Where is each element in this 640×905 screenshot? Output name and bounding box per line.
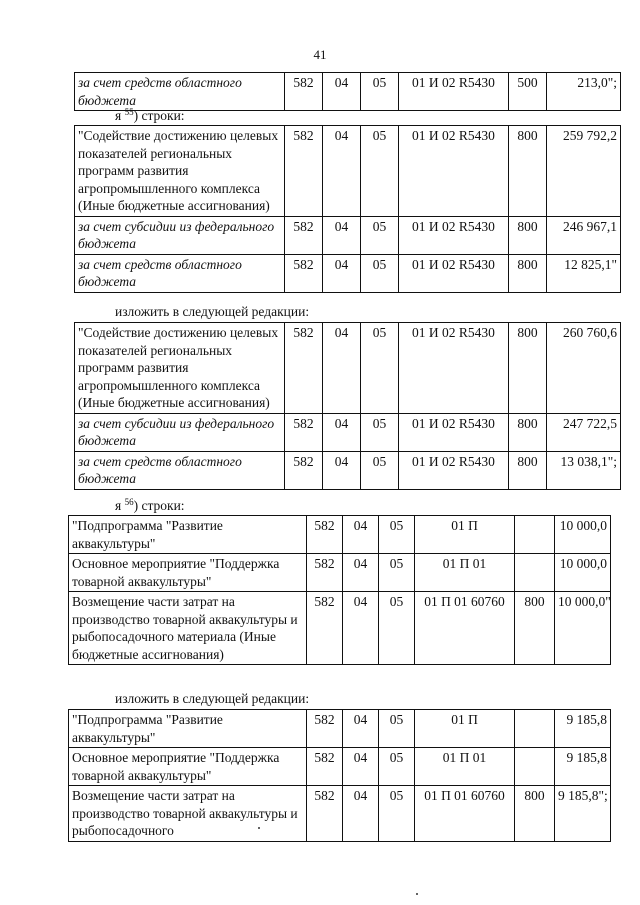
table-old-rows-55 [74,125,621,293]
code-razdel-cell: 04 [323,413,361,451]
code-target-article-cell: 01 П 01 60760 [415,786,515,842]
code-glava-cell: 582 [285,413,323,451]
code-expense-type-cell: 800 [515,592,555,665]
code-target-article-cell: 01 П 01 60760 [415,592,515,665]
code-podrazdel-cell: 05 [361,73,399,111]
code-razdel-cell: 04 [323,73,361,111]
row-name-cell: "Содействие достижению целевых показателей региональных программ развития агропромышленного комплекса (Иные бюджетные ассигнования) [75,126,285,217]
section-caption-old-55 [115,107,185,124]
code-podrazdel-cell: 05 [361,216,399,254]
code-glava-cell: 582 [307,710,343,748]
code-expense-type-cell [515,516,555,554]
code-expense-type-cell: 800 [509,451,547,489]
row-name-cell: Возмещение части затрат на производство товарной аквакультуры и рыбопосадочного материала (Иные бюджетные ассигнования) [69,592,307,665]
table-row [69,748,611,786]
row-name-cell: за счет средств областного бюджета [75,254,285,292]
code-target-article-cell: 01 П [415,516,515,554]
table-row [69,710,611,748]
code-podrazdel-cell: 05 [379,710,415,748]
code-target-article-cell: 01 П 01 [415,748,515,786]
code-target-article-cell: 01 И 02 R5430 [399,254,509,292]
code-target-article-cell: 01 П [415,710,515,748]
caption-suffix: ) строки: [133,108,185,123]
row-name-cell: Основное мероприятие "Поддержка товарной аквакультуры" [69,748,307,786]
code-podrazdel-cell: 05 [379,516,415,554]
code-target-article-cell: 01 И 02 R5430 [399,451,509,489]
code-glava-cell: 582 [285,216,323,254]
amount-cell: 12 825,1" [547,254,621,292]
table-row [75,73,621,111]
table-row [75,323,621,414]
table-row [75,413,621,451]
table-row [69,592,611,665]
section-caption-old-56 [115,497,185,514]
code-podrazdel-cell: 05 [361,254,399,292]
code-glava-cell: 582 [285,254,323,292]
code-glava-cell: 582 [307,592,343,665]
code-expense-type-cell: 800 [509,126,547,217]
code-podrazdel-cell: 05 [379,748,415,786]
code-glava-cell: 582 [307,516,343,554]
code-expense-type-cell: 800 [509,413,547,451]
row-name-cell: за счет субсидии из федерального бюджета [75,216,285,254]
code-podrazdel-cell: 05 [379,592,415,665]
table-row [75,126,621,217]
code-podrazdel-cell: 05 [361,323,399,414]
amount-cell: 246 967,1 [547,216,621,254]
code-razdel-cell: 04 [323,323,361,414]
amount-cell: 10 000,0" [555,592,611,665]
amount-cell: 213,0"; [547,73,621,111]
code-razdel-cell: 04 [343,592,379,665]
code-expense-type-cell: 800 [509,323,547,414]
amount-cell: 9 185,8 [555,710,611,748]
table-tail-previous [74,72,621,111]
table-row [69,786,611,842]
footnote-ref: 56 [124,497,134,507]
row-name-cell: Основное мероприятие "Поддержка товарной аквакультуры" [69,554,307,592]
row-name-cell: Возмещение части затрат на производство товарной аквакультуры и рыбопосадочного [69,786,307,842]
code-podrazdel-cell: 05 [379,786,415,842]
page-number: 41 [313,47,327,62]
amount-cell: 259 792,2 [547,126,621,217]
code-expense-type-cell [515,710,555,748]
table-new-rows-56 [68,709,611,842]
row-name-cell: "Содействие достижению целевых показателей региональных программ развития агропромышленного комплекса (Иные бюджетные ассигнования) [75,323,285,414]
table-row [69,554,611,592]
code-target-article-cell: 01 И 02 R5430 [399,413,509,451]
code-glava-cell: 582 [307,786,343,842]
code-target-article-cell: 01 И 02 R5430 [399,73,509,111]
code-glava-cell: 582 [307,748,343,786]
row-name-cell: "Подпрограмма "Развитие аквакультуры" [69,710,307,748]
code-glava-cell: 582 [285,451,323,489]
section-caption-new-edition-1: изложить в следующей редакции: [115,304,310,319]
code-glava-cell: 582 [285,73,323,111]
code-razdel-cell: 04 [323,126,361,217]
code-glava-cell: 582 [285,126,323,217]
code-expense-type-cell [515,554,555,592]
code-target-article-cell: 01 И 02 R5430 [399,216,509,254]
section-caption-new-edition-2: изложить в следующей редакции: [115,691,310,706]
row-name-cell: за счет средств областного бюджета [75,451,285,489]
table-row [75,254,621,292]
code-target-article-cell: 01 И 02 R5430 [399,323,509,414]
code-podrazdel-cell: 05 [361,413,399,451]
table-old-rows-56 [68,515,611,665]
amount-cell: 10 000,0 [555,516,611,554]
code-target-article-cell: 01 П 01 [415,554,515,592]
table-row [69,516,611,554]
code-razdel-cell: 04 [323,254,361,292]
code-expense-type-cell: 800 [515,786,555,842]
code-podrazdel-cell: 05 [361,126,399,217]
amount-cell: 260 760,6 [547,323,621,414]
code-podrazdel-cell: 05 [361,451,399,489]
code-razdel-cell: 04 [343,748,379,786]
code-glava-cell: 582 [307,554,343,592]
code-expense-type-cell: 500 [509,73,547,111]
amount-cell: 247 722,5 [547,413,621,451]
code-expense-type-cell [515,748,555,786]
row-name-cell: за счет средств областного бюджета [75,73,285,111]
amount-cell: 9 185,8 [555,748,611,786]
row-name-cell: за счет субсидии из федерального бюджета [75,413,285,451]
code-razdel-cell: 04 [343,710,379,748]
footnote-ref: 55 [124,107,134,117]
amount-cell: 13 038,1"; [547,451,621,489]
code-razdel-cell: 04 [343,786,379,842]
table-row [75,451,621,489]
caption-suffix: ) строки: [133,498,185,513]
amount-cell: 10 000,0 [555,554,611,592]
code-expense-type-cell: 800 [509,216,547,254]
code-glava-cell: 582 [285,323,323,414]
code-expense-type-cell: 800 [509,254,547,292]
code-razdel-cell: 04 [343,554,379,592]
scan-speck [258,827,260,829]
caption-prefix: я [115,108,122,123]
code-razdel-cell: 04 [323,451,361,489]
amount-cell: 9 185,8"; [555,786,611,842]
table-row [75,216,621,254]
row-name-cell: "Подпрограмма "Развитие аквакультуры" [69,516,307,554]
code-podrazdel-cell: 05 [379,554,415,592]
scan-speck [416,893,418,895]
caption-prefix: я [115,498,122,513]
code-razdel-cell: 04 [323,216,361,254]
table-new-rows-55 [74,322,621,490]
code-razdel-cell: 04 [343,516,379,554]
code-target-article-cell: 01 И 02 R5430 [399,126,509,217]
